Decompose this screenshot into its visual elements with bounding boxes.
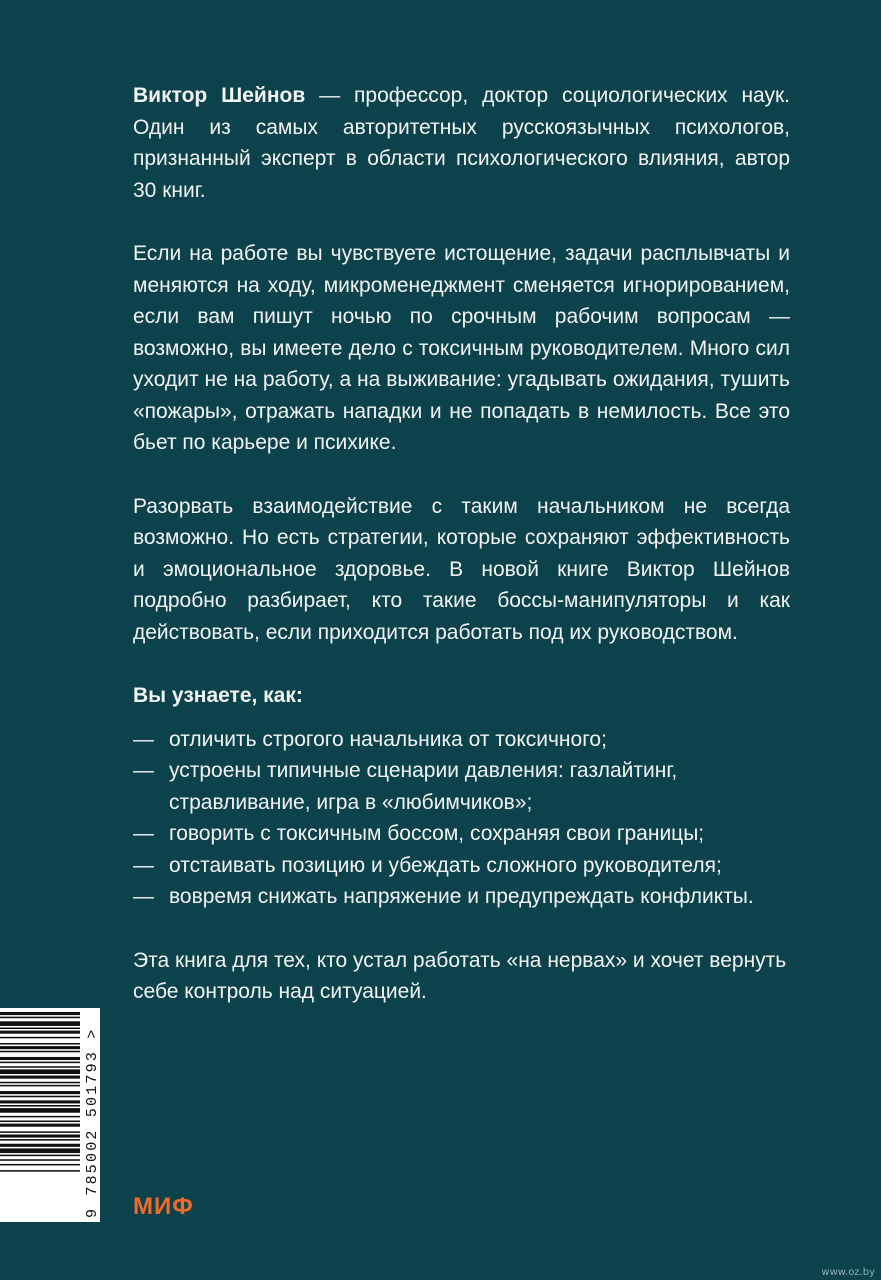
learn-list-item xyxy=(133,881,790,913)
learn-list-item xyxy=(133,724,790,756)
publisher-logo: МИФ xyxy=(133,1193,194,1220)
barcode-bar xyxy=(0,1155,80,1157)
author-bio xyxy=(133,80,790,206)
barcode-bar xyxy=(0,1121,80,1123)
learn-list-item xyxy=(133,818,790,850)
barcode-bar xyxy=(0,1091,80,1094)
barcode-bar xyxy=(0,1144,80,1147)
barcode-bar xyxy=(0,1031,80,1034)
isbn-number: 9 785002 501793 > xyxy=(84,1027,101,1218)
list-dash: — xyxy=(133,759,154,782)
list-dash: — xyxy=(133,727,154,751)
learn-list-item xyxy=(133,850,790,882)
site-watermark: www.oz.by xyxy=(821,1267,875,1278)
barcode-bar xyxy=(0,1116,80,1118)
barcode-bar xyxy=(0,1017,80,1019)
description-paragraph-1: Если на работе вы чувствуете истощение, задачи расплывчаты и меняются на ходу, микроменеджмент сменяется игнорированием, если вам пишут ночью по срочным рабочим вопросам — возможно, вы имеете дело с токсичным руководителем. Много сил уходит не на работу, а на выживание: угадывать ожидания, тушить «пожары», отражать нападки и не попадать в немилость. Все это бьет по карьере и психике. xyxy=(133,242,790,454)
learn-item-text: вовремя снижать напряжение и предупреждать конфликты. xyxy=(169,885,754,908)
barcode-bar xyxy=(0,1043,80,1045)
description-paragraph-2: Разорвать взаимодействие с таким начальником не всегда возможно. Но есть стратегии, которые сохраняют эффективность и эмоциональное здоровье. В новой книге Виктор Шейнов подробно разбирает, кто такие боссы-манипуляторы и как действовать, если приходится работать под их руководством. xyxy=(133,494,790,644)
barcode-bar xyxy=(0,1082,80,1084)
barcode-bars xyxy=(0,1008,80,1222)
learn-item-text: отличить строгого начальника от токсичного; xyxy=(169,727,607,751)
barcode-bar xyxy=(0,1069,80,1074)
barcode-bar xyxy=(0,1131,80,1133)
learn-heading: Вы узнаете, как: xyxy=(133,684,303,707)
author-name: Виктор Шейнов xyxy=(133,84,306,107)
barcode-bar xyxy=(0,1148,80,1153)
barcode-bar xyxy=(0,1100,80,1103)
learn-list xyxy=(133,724,790,913)
barcode-bar xyxy=(0,1164,80,1166)
learn-list-item xyxy=(133,755,790,818)
back-cover-text xyxy=(133,80,790,1040)
barcode-bar xyxy=(0,1062,80,1064)
barcode-bar xyxy=(0,1170,80,1172)
barcode-bar xyxy=(0,1037,80,1039)
author-description: — профессор, доктор социологических наук. Один из самых авторитетных русскоязычных психологов, признанный эксперт в области психологического влияния, автор 30 книг. xyxy=(133,84,791,202)
barcode-bar xyxy=(0,1159,80,1161)
barcode-bar xyxy=(0,1046,80,1049)
barcode-bar xyxy=(0,1139,80,1141)
list-dash: — xyxy=(133,885,154,908)
barcode-bar xyxy=(0,1124,80,1127)
barcode-bar xyxy=(0,1012,80,1015)
barcode-bar xyxy=(0,1096,80,1098)
barcode-bar xyxy=(0,1051,80,1053)
learn-item-text: говорить с токсичным боссом, сохраняя свои границы; xyxy=(169,822,705,845)
barcode-bar xyxy=(0,1134,80,1137)
barcode-bar xyxy=(0,1066,80,1068)
barcode-bar xyxy=(0,1057,80,1060)
barcode-bar xyxy=(0,1105,80,1107)
learn-item-text: устроены типичные сценарии давления: газлайтинг, стравливание, игра в «любимчиков»; xyxy=(169,759,678,814)
barcode-bar xyxy=(0,1028,80,1030)
list-dash: — xyxy=(133,822,154,845)
closing-paragraph: Эта книга для тех, кто устал работать «на нервах» и хочет вернуть себе контроль над ситуацией. xyxy=(133,948,787,1003)
barcode-bar xyxy=(0,1076,80,1079)
learn-item-text: отстаивать позицию и убеждать сложного руководителя; xyxy=(169,853,722,877)
barcode-bar xyxy=(0,1085,80,1087)
barcode-bar xyxy=(0,1108,80,1113)
list-dash: — xyxy=(133,853,154,877)
barcode-bar xyxy=(0,1021,80,1026)
